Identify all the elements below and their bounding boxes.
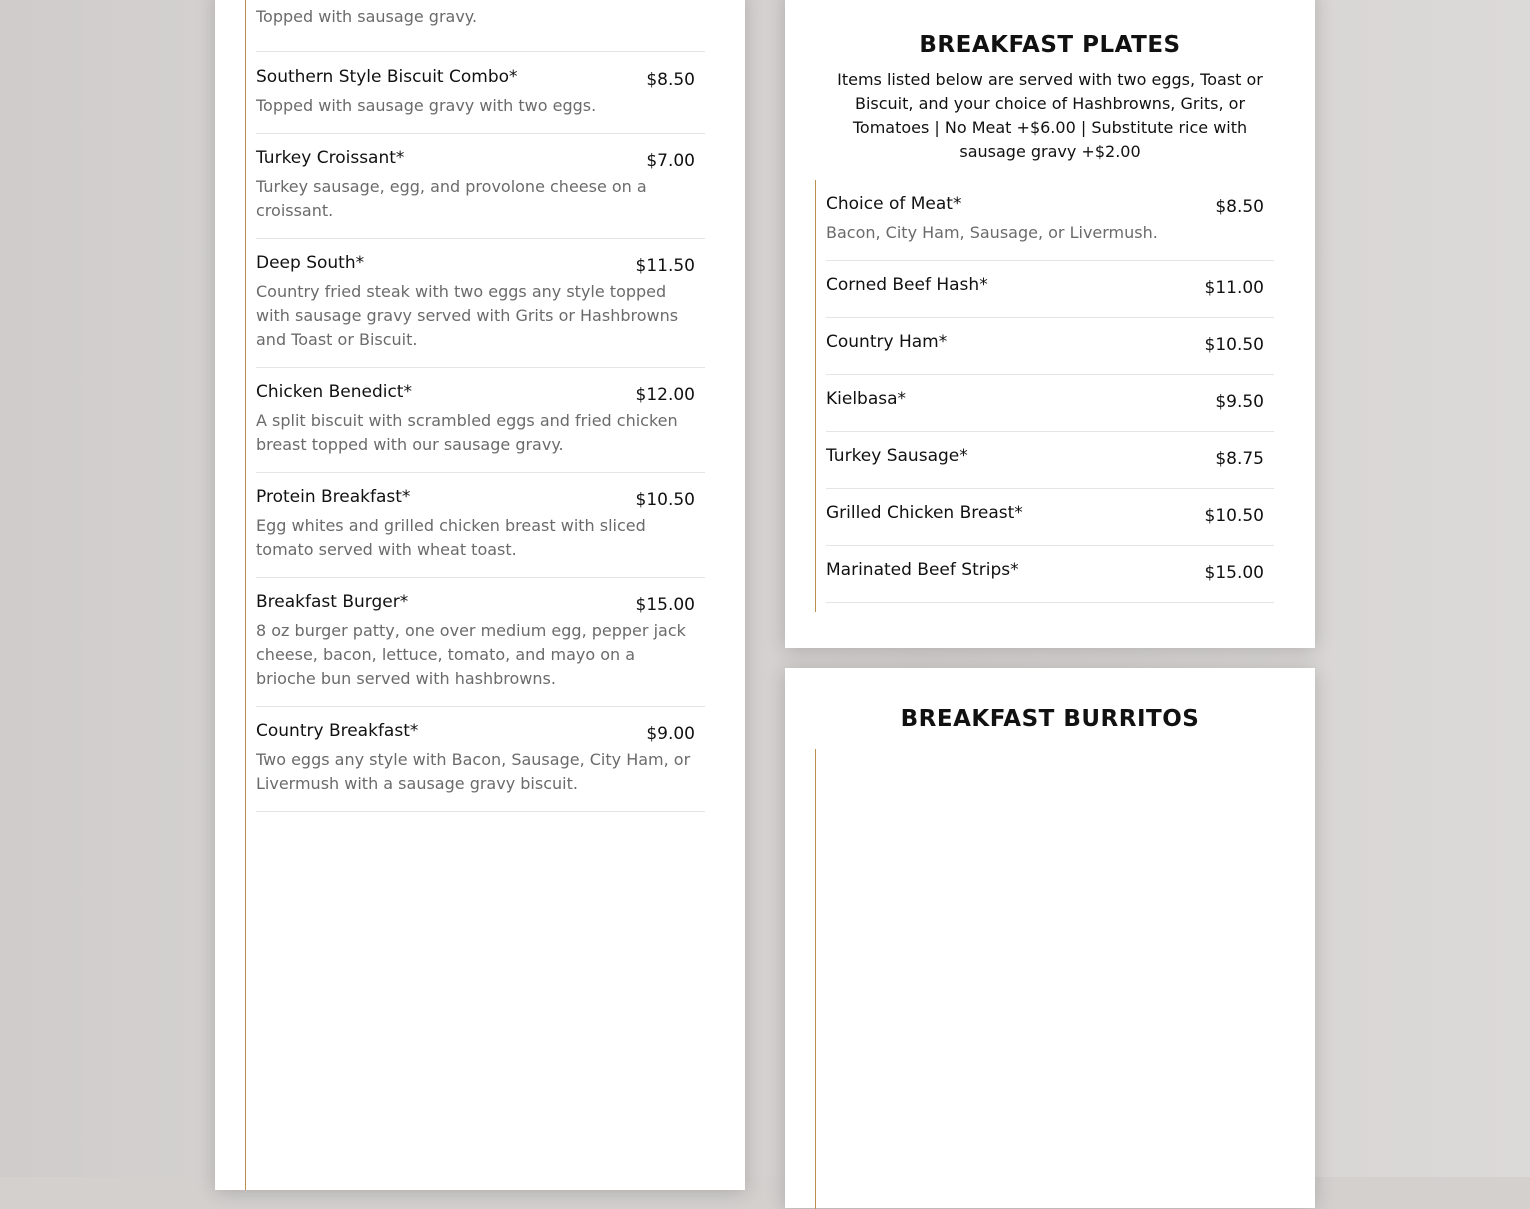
menu-item bbox=[256, 148, 705, 239]
plate-item-name: Corned Beef Hash* bbox=[826, 275, 988, 295]
plate-item-description: Bacon, City Ham, Sausage, or Livermush. bbox=[826, 223, 1158, 242]
accent-divider-line bbox=[815, 749, 816, 1209]
plate-item-price: $15.00 bbox=[1204, 563, 1264, 583]
plate-item-name: Choice of Meat* bbox=[826, 194, 962, 214]
menu-item-price: $15.00 bbox=[635, 595, 695, 615]
menu-item bbox=[256, 592, 705, 707]
accent-divider-line bbox=[245, 0, 246, 1190]
plate-item bbox=[826, 560, 1274, 603]
plate-item-price: $11.00 bbox=[1204, 278, 1264, 298]
breakfast-plates-card bbox=[785, 0, 1315, 648]
menu-item bbox=[256, 382, 705, 473]
plate-item bbox=[826, 332, 1274, 375]
plate-item bbox=[826, 194, 1274, 261]
menu-item-description: Topped with sausage gravy with two eggs. bbox=[256, 96, 597, 115]
menu-item-name: Deep South* bbox=[256, 253, 365, 273]
plate-item bbox=[826, 389, 1274, 432]
menu-item-description: Topped with sausage gravy. bbox=[256, 7, 478, 26]
menu-item-price: $7.00 bbox=[646, 151, 695, 171]
menu-item-price: $11.50 bbox=[635, 256, 695, 276]
menu-item bbox=[256, 487, 705, 578]
plate-item bbox=[826, 503, 1274, 546]
menu-item-name: Protein Breakfast* bbox=[256, 487, 411, 507]
breakfast-menu-card bbox=[215, 0, 745, 1190]
plate-item-price: $10.50 bbox=[1204, 335, 1264, 355]
menu-item-price: $9.00 bbox=[646, 724, 695, 744]
menu-item bbox=[256, 721, 705, 812]
menu-item-description: Turkey sausage, egg, and provolone cheese on a croissant. bbox=[256, 177, 647, 220]
plate-item-name: Country Ham* bbox=[826, 332, 948, 352]
plate-item-price: $8.50 bbox=[1215, 197, 1264, 217]
menu-item-price: $10.50 bbox=[635, 490, 695, 510]
plate-item bbox=[826, 446, 1274, 489]
plate-item-name: Kielbasa* bbox=[826, 389, 907, 409]
menu-item-name: Turkey Croissant* bbox=[256, 148, 405, 168]
menu-item-name: Breakfast Burger* bbox=[256, 592, 409, 612]
plate-item bbox=[826, 275, 1274, 318]
plate-item-name: Grilled Chicken Breast* bbox=[826, 503, 1023, 523]
menu-item-price: $8.50 bbox=[646, 70, 695, 90]
plate-item-name: Marinated Beef Strips* bbox=[826, 560, 1019, 580]
plate-item-price: $8.75 bbox=[1215, 449, 1264, 469]
section-title: BREAKFAST PLATES bbox=[919, 32, 1181, 58]
menu-item-description: Two eggs any style with Bacon, Sausage, City Ham, or Livermush with a sausage gravy biscuit. bbox=[256, 750, 691, 793]
menu-item-description: A split biscuit with scrambled eggs and fried chicken breast topped with our sausage gravy. bbox=[256, 411, 678, 454]
menu-item bbox=[256, 253, 705, 368]
menu-item-price: $12.00 bbox=[635, 385, 695, 405]
menu-item-description: Egg whites and grilled chicken breast with sliced tomato served with wheat toast. bbox=[256, 516, 646, 559]
section-title: BREAKFAST BURRITOS bbox=[900, 706, 1200, 732]
menu-item-name: Country Breakfast* bbox=[256, 721, 419, 741]
menu-item-name: Southern Style Biscuit Combo* bbox=[256, 67, 518, 87]
plate-item-price: $9.50 bbox=[1215, 392, 1264, 412]
section-note: Items listed below are served with two eggs, Toast or Biscuit, and your choice of Hashbrowns, Grits, or Tomatoes | No Meat +$6.00 | Substitute rice with sausage gravy +$2.00 bbox=[837, 70, 1263, 161]
menu-item bbox=[256, 0, 705, 52]
menu-item-description: 8 oz burger patty, one over medium egg, pepper jack cheese, bacon, lettuce, tomato, and mayo on a brioche bun served with hashbrowns. bbox=[256, 621, 686, 688]
plate-item-name: Turkey Sausage* bbox=[826, 446, 968, 466]
menu-item-name: Chicken Benedict* bbox=[256, 382, 412, 402]
menu-item-description: Country fried steak with two eggs any style topped with sausage gravy served with Grits or Hashbrowns and Toast or Biscuit. bbox=[256, 282, 679, 349]
plate-item-price: $10.50 bbox=[1204, 506, 1264, 526]
menu-item bbox=[256, 67, 705, 134]
menu-item-price bbox=[600, 0, 695, 1]
breakfast-burritos-card bbox=[785, 668, 1315, 1208]
accent-divider-line bbox=[815, 180, 816, 612]
